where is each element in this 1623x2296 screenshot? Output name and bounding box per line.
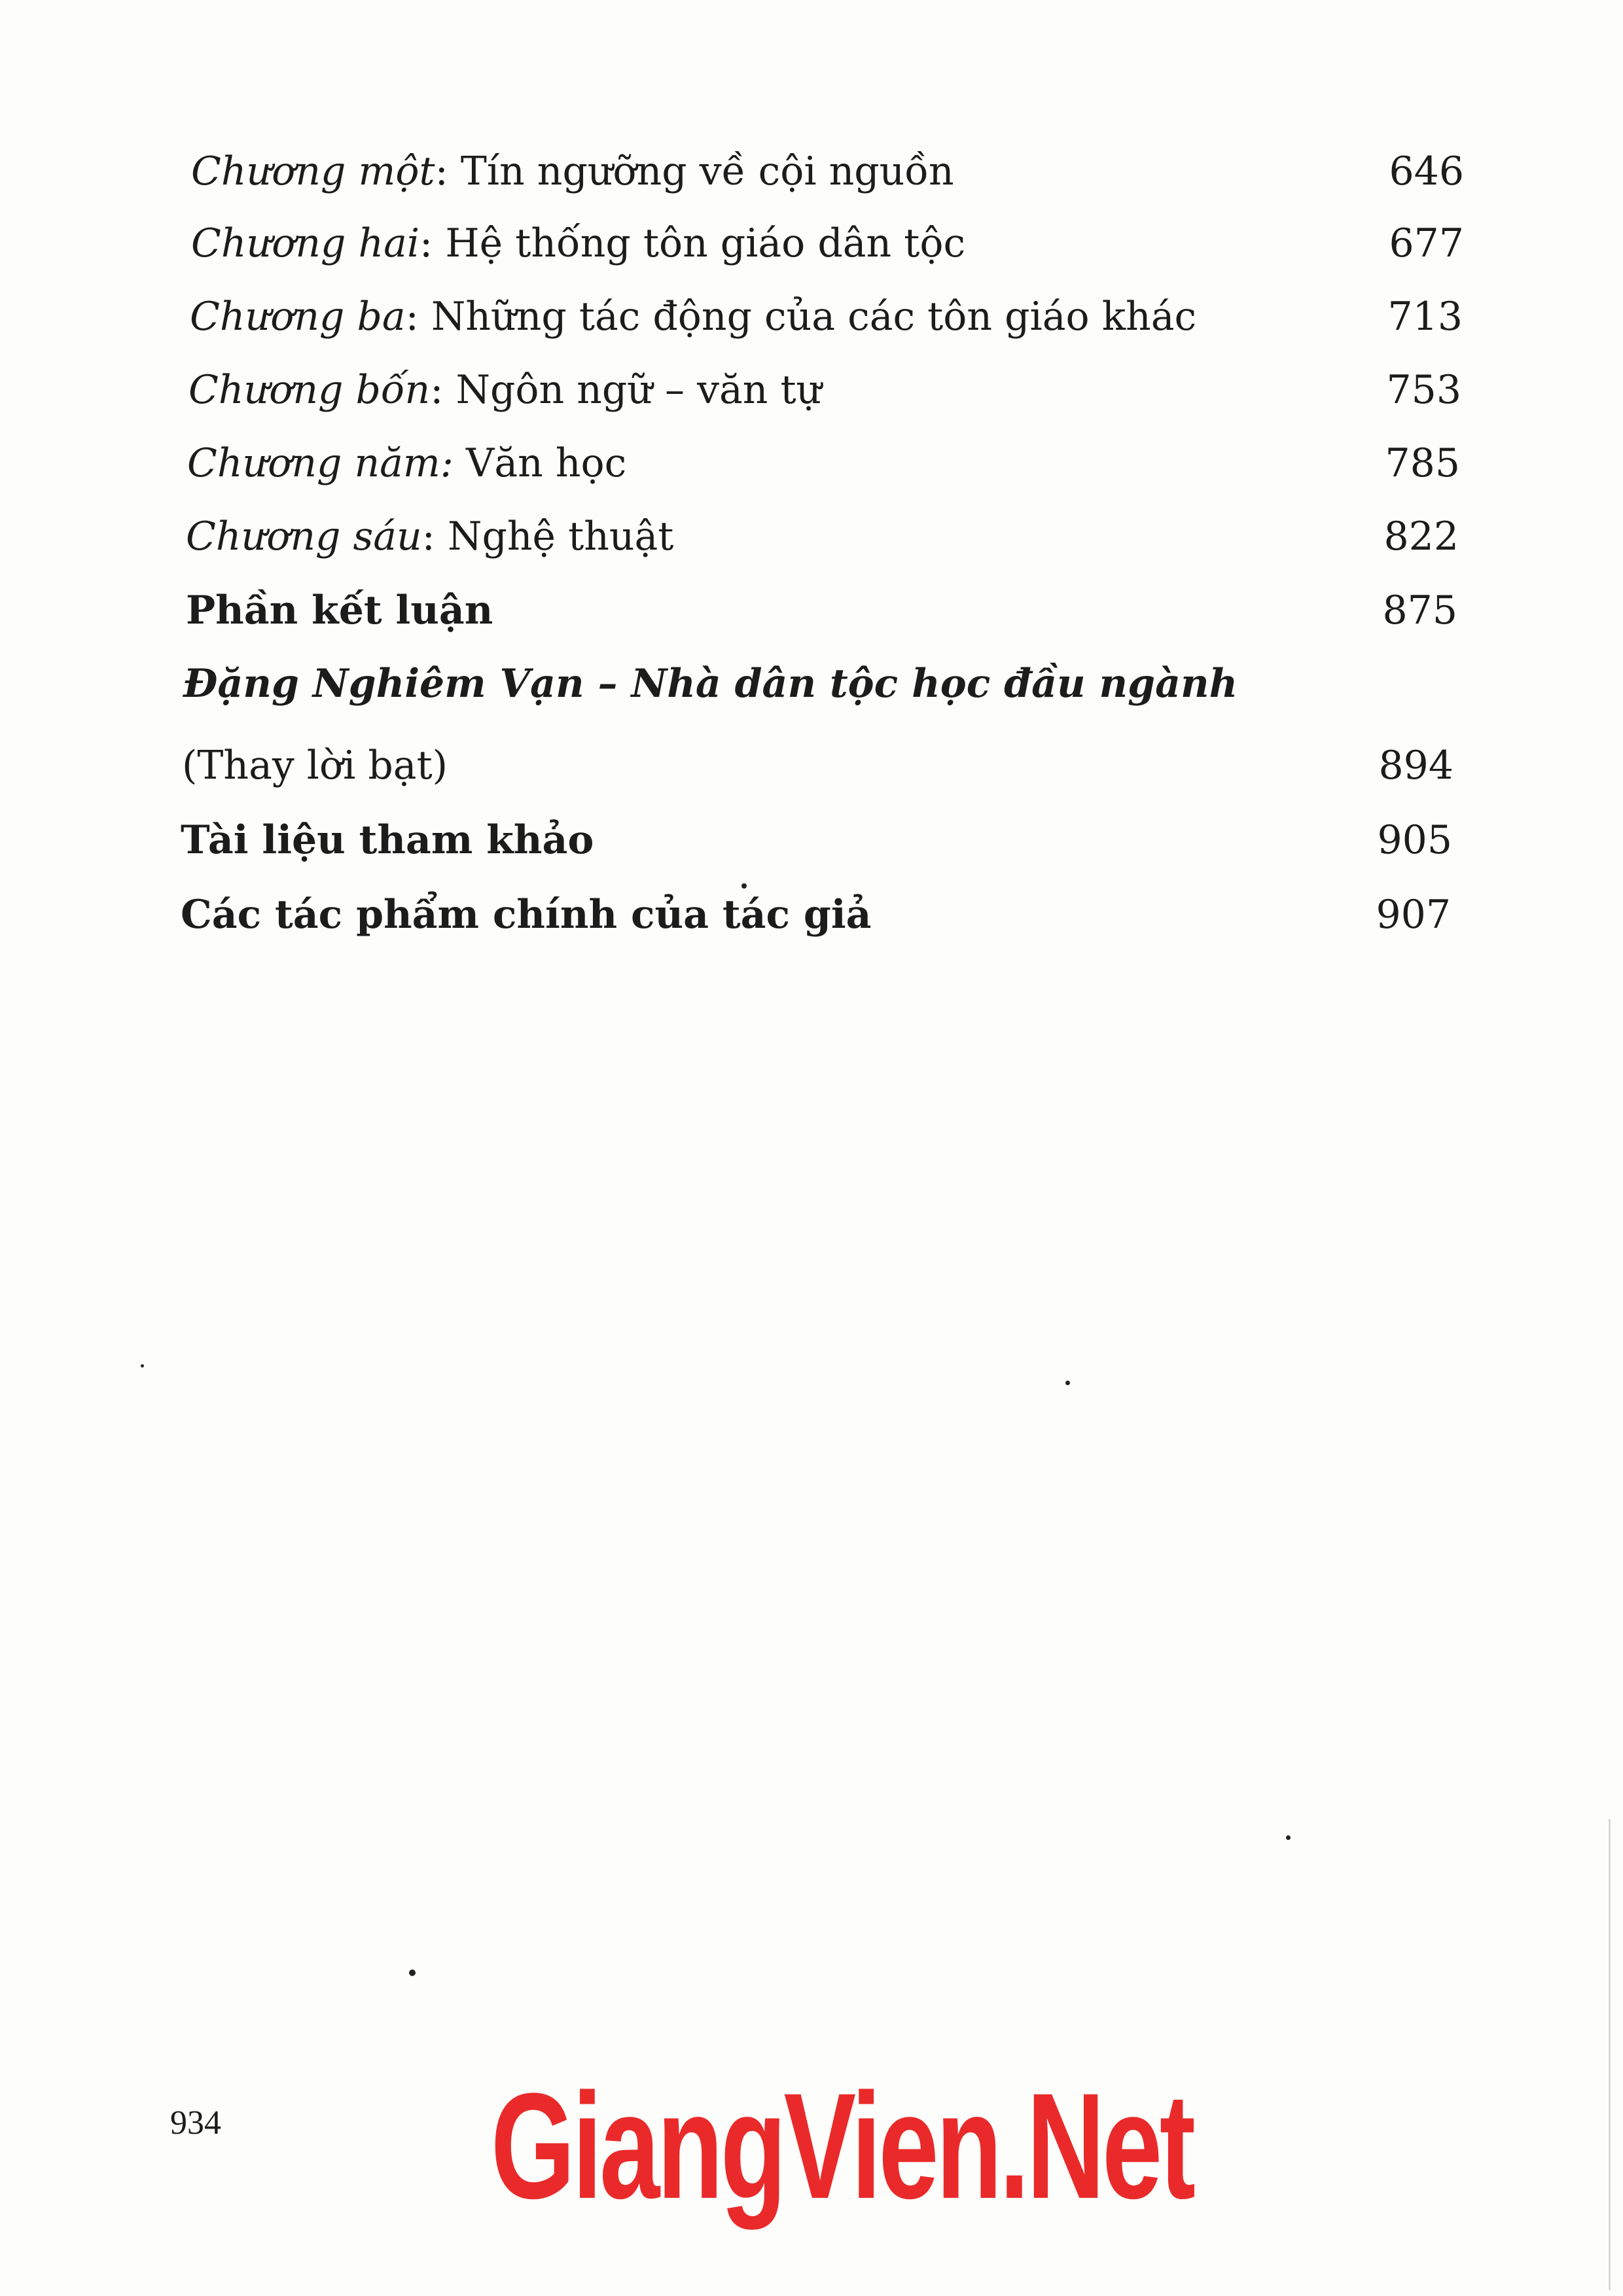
toc-entry-chapter-6: Chương sáu: Nghệ thuật 822 — [186, 510, 1469, 563]
watermark-text: GiangVien.Net — [491, 2062, 1193, 2230]
toc-entry-references — [181, 814, 1463, 866]
toc-entry-chapter-4: Chương bốn: Ngôn ngữ – văn tự 753 — [188, 364, 1471, 416]
chapter-label: Chương hai — [191, 221, 420, 266]
toc-page-number: 894 — [1378, 743, 1454, 788]
toc-entry-chapter-5 — [187, 437, 1470, 489]
scan-speck — [1065, 1381, 1070, 1385]
section-title: Các tác phẩm chính của tác giả — [181, 892, 872, 938]
scan-speck — [741, 883, 747, 889]
page-number: 934 — [170, 2104, 221, 2142]
chapter-title: Ngôn ngữ – văn tự — [455, 367, 822, 413]
toc-page-number: 713 — [1387, 294, 1463, 340]
toc-entry-chapter-3: Chương ba: Những tác động của các tôn giáo khác 713 — [190, 291, 1472, 343]
toc-entry-chapter-2: Chương hai: Hệ thống tôn giáo dân tộc 677 — [191, 217, 1474, 270]
section-title: Tài liệu tham khảo — [181, 817, 594, 863]
chapter-title: Nghệ thuật — [447, 514, 674, 559]
scan-speck — [409, 1969, 416, 1976]
toc-page-number: 677 — [1389, 221, 1464, 266]
section-subtitle: (Thay lời bạt) — [182, 743, 448, 788]
section-title: Phần kết luận — [186, 588, 493, 633]
toc-entry-afterword-title — [183, 658, 1466, 710]
toc-entry-conclusion — [186, 584, 1469, 637]
toc-page-number: 822 — [1383, 514, 1459, 559]
chapter-title: Những tác động của các tôn giáo khác — [431, 294, 1197, 340]
toc-page-number: 875 — [1382, 588, 1457, 633]
toc-entry-afterword — [182, 739, 1465, 792]
chapter-title: Văn học — [466, 440, 627, 486]
toc-entry-chapter-1: Chương một: Tín ngưỡng về cội nguồn 646 — [191, 145, 1474, 198]
toc-page-number: 905 — [1377, 817, 1452, 863]
chapter-label: Chương sáu — [186, 514, 422, 559]
chapter-label: Chương năm: — [187, 440, 454, 486]
scan-edge — [1609, 1819, 1611, 2290]
chapter-label: Chương một — [191, 149, 435, 194]
chapter-label: Chương ba — [190, 294, 406, 340]
table-of-contents — [0, 0, 1623, 981]
toc-page-number: 753 — [1386, 367, 1461, 413]
scan-speck — [1286, 1835, 1291, 1840]
chapter-title: Hệ thống tôn giáo dân tộc — [445, 221, 966, 266]
chapter-title: Tín ngưỡng về cội nguồn — [460, 149, 954, 194]
toc-entry-works — [181, 889, 1463, 941]
toc-page-number: 907 — [1376, 892, 1451, 938]
chapter-label: Chương bốn — [188, 367, 431, 413]
section-title: Đặng Nghiêm Vạn – Nhà dân tộc học đầu ngành — [183, 661, 1238, 707]
toc-page-number: 785 — [1385, 440, 1460, 486]
scan-speck — [141, 1364, 144, 1368]
toc-page-number: 646 — [1389, 149, 1464, 194]
